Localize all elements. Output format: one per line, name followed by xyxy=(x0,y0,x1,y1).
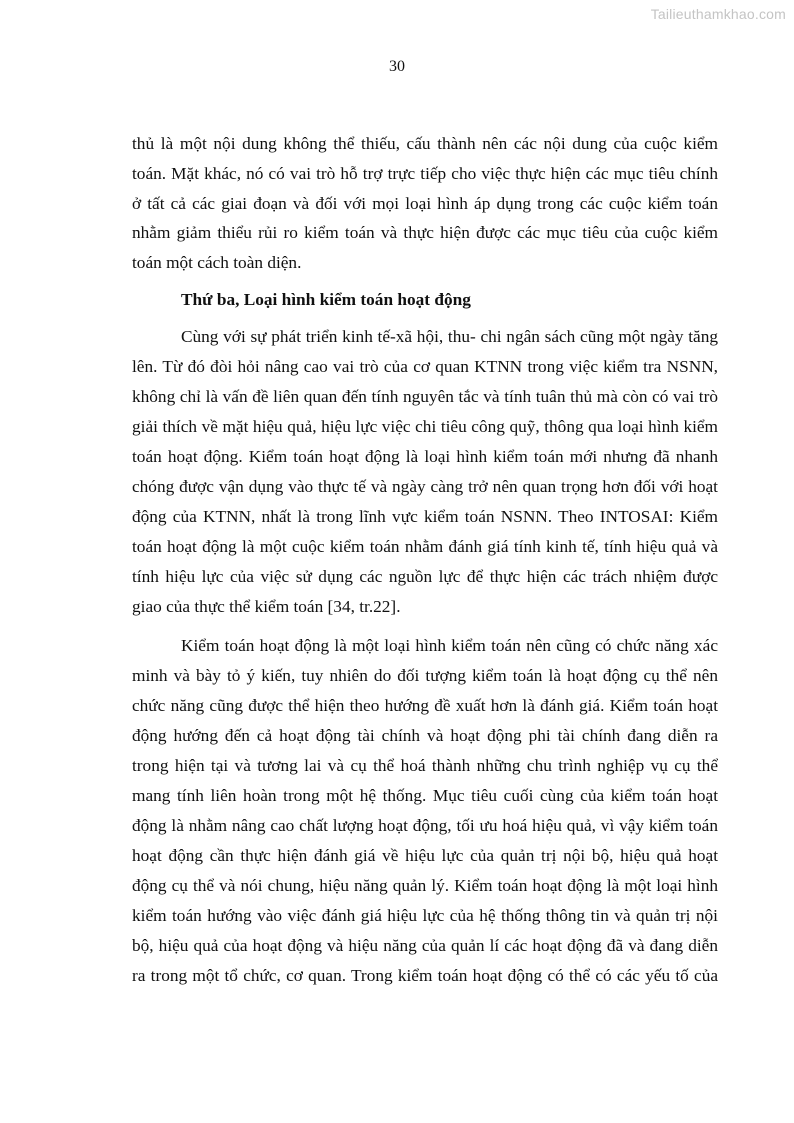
text-line: ra trong một tổ chức, cơ quan. Trong kiểm toán hoạt động có thể có các yếu tố của xyxy=(132,966,718,985)
text-line: trong hiện tại và tương lai và cụ thể hoá thành những chu trình nghiệp vụ cụ thể xyxy=(132,756,718,775)
text-line: thủ là một nội dung không thể thiếu, cấu thành nên các nội dung của cuộc kiểm xyxy=(132,134,718,153)
text-line: chóng được vận dụng vào thực tế và ngày càng trở nên quan trọng hơn đối với hoạt xyxy=(132,477,718,496)
text-line: mang tính liên hoàn trong một hệ thống. Mục tiêu cuối cùng của kiểm toán hoạt xyxy=(132,786,718,805)
text-line: giải thích về mặt hiệu quả, hiệu lực việc chi tiêu công quỹ, thông qua loại hình kiểm xyxy=(132,417,718,436)
text-line: minh và bày tỏ ý kiến, tuy nhiên do đối tượng kiểm toán là hoạt động cụ thể nên xyxy=(132,666,718,685)
text-line: toán một cách toàn diện. xyxy=(132,253,302,272)
text-line: động hướng đến cả hoạt động tài chính và hoạt động phi tài chính đang diễn ra xyxy=(132,726,718,745)
text-line: bộ, hiệu quả của hoạt động và hiệu năng của quản lí các hoạt động đã và đang diễn xyxy=(132,936,718,955)
text-line: chức năng cũng được thể hiện theo hướng đề xuất hơn là đánh giá. Kiểm toán hoạt xyxy=(132,696,718,715)
text-line: nhằm giảm thiểu rủi ro kiểm toán và thực hiện được các mục tiêu của cuộc kiểm xyxy=(132,223,718,242)
text-line: kiểm toán hướng vào việc đánh giá hiệu lực của hệ thống thông tin và quản trị nội xyxy=(132,906,718,925)
text-line: hoạt động cần thực hiện đánh giá về hiệu lực của quản trị nội bộ, hiệu quả hoạt xyxy=(132,846,718,865)
text-line: không chỉ là vấn đề liên quan đến tính nguyên tắc và tính tuân thủ mà còn có vai trò xyxy=(132,387,718,406)
page-number: 30 xyxy=(389,58,405,75)
text-line: Kiểm toán hoạt động là một loại hình kiểm toán nên cũng có chức năng xác xyxy=(181,636,718,655)
watermark: Tailieuthamkhao.com xyxy=(650,6,786,22)
text-line: Cùng với sự phát triển kinh tế-xã hội, thu- chi ngân sách cũng một ngày tăng xyxy=(181,327,718,346)
text-line: động cụ thể và nói chung, hiệu năng quản lý. Kiểm toán hoạt động là một loại hình xyxy=(132,876,718,895)
text-line: toán hoạt động là một cuộc kiểm toán nhằm đánh giá tính kinh tế, tính hiệu quả và xyxy=(132,537,718,556)
text-line: động của KTNN, nhất là trong lĩnh vực kiểm toán NSNN. Theo INTOSAI: Kiểm xyxy=(132,507,718,526)
text-line: toán. Mặt khác, nó có vai trò hỗ trợ trực tiếp cho việc thực hiện các mục tiêu chính xyxy=(132,164,718,183)
text-line: ở tất cả các giai đoạn và đối với mọi loại hình áp dụng trong các cuộc kiểm toán xyxy=(132,194,718,213)
section-heading: Thứ ba, Loại hình kiểm toán hoạt động xyxy=(181,290,471,309)
text-line: tính hiệu lực của việc sử dụng các nguồn lực để thực hiện các trách nhiệm được xyxy=(132,567,718,586)
text-line: động là nhằm nâng cao chất lượng hoạt động, tối ưu hoá hiệu quả, vì vậy kiểm toán xyxy=(132,816,718,835)
text-line: lên. Từ đó đòi hỏi nâng cao vai trò của cơ quan KTNN trong việc kiểm tra NSNN, xyxy=(132,357,718,376)
text-line: giao của thực thể kiểm toán [34, tr.22]. xyxy=(132,597,401,616)
text-line: toán hoạt động. Kiểm toán hoạt động là loại hình kiểm toán mới nhưng đã nhanh xyxy=(132,447,718,466)
